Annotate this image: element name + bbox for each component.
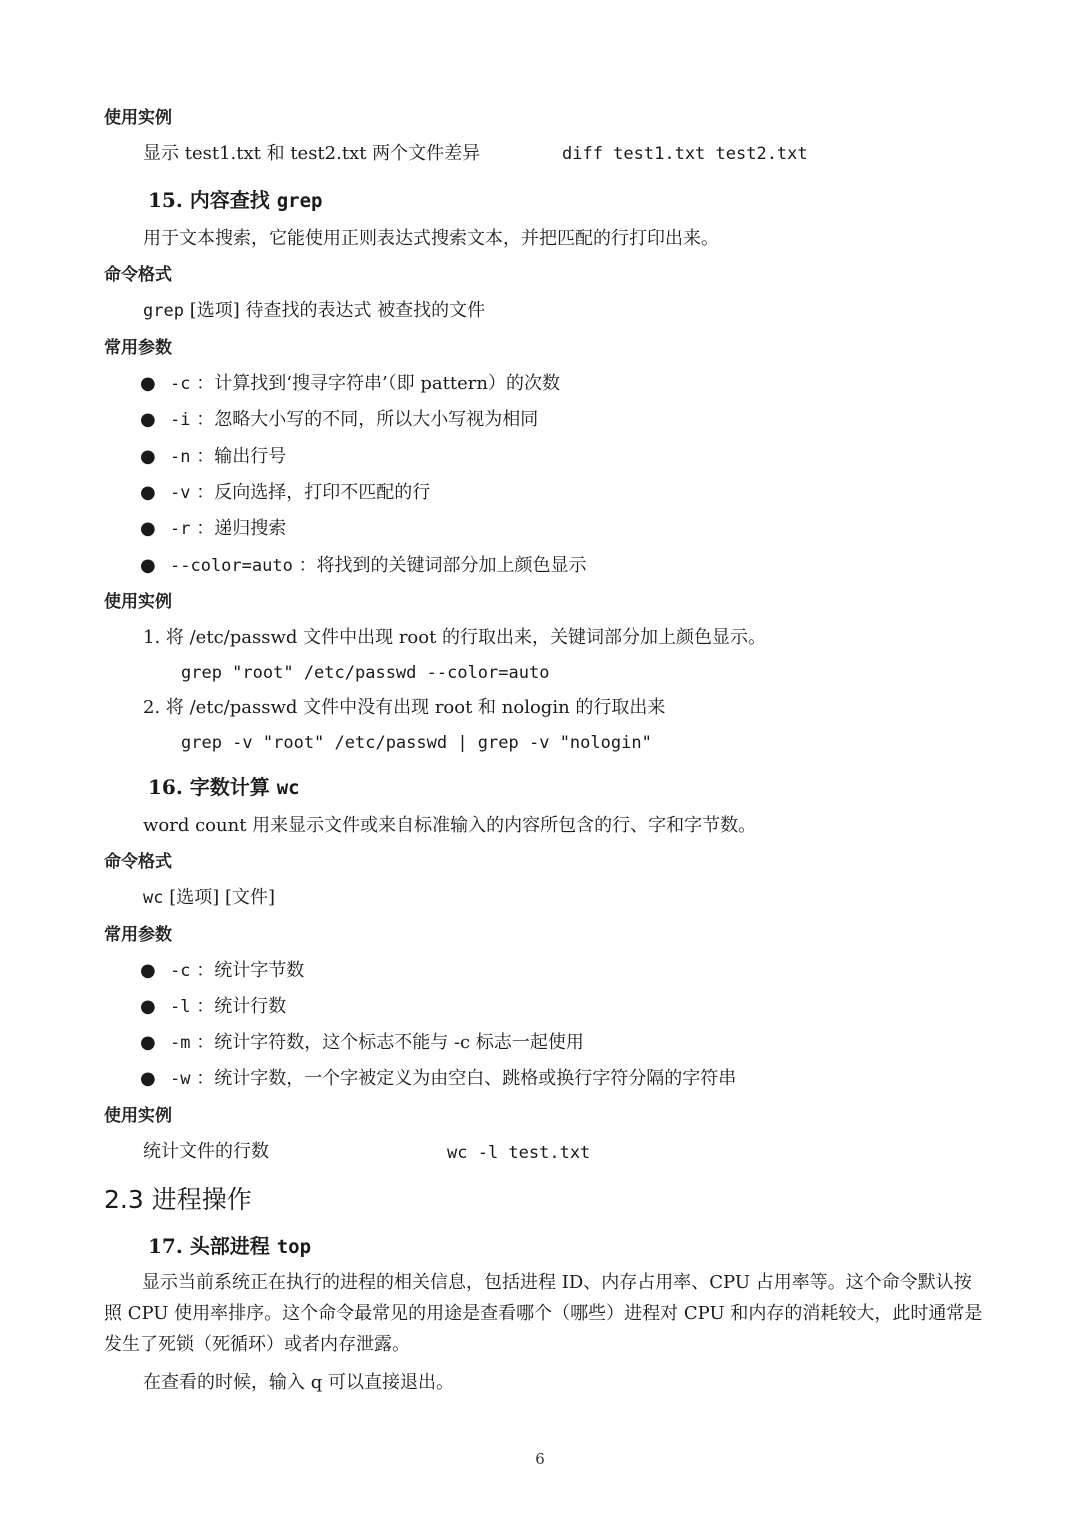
grep-param-desc: ：计算找到‘搜寻字符串’（即 pattern）的次数 — [196, 373, 560, 394]
wc-heading-title: 字数计算 — [189, 775, 270, 799]
top-heading — [148, 1234, 311, 1259]
grep-param: ● — [140, 446, 156, 467]
diff-example-desc: 显示 test1.txt 和 test2.txt 两个文件差异 — [143, 143, 481, 164]
section-title: 2.3 进程操作 — [104, 1185, 252, 1214]
wc-param-desc: ：统计字数，一个字被定义为由空白、跳格或换行字符分隔的字符串 — [196, 1068, 737, 1089]
grep-heading — [148, 188, 323, 213]
grep-param-opt: -i — [170, 410, 191, 430]
grep-param-row — [170, 408, 538, 432]
top-heading-title: 头部进程 — [189, 1234, 270, 1258]
grep-param-row — [170, 517, 286, 541]
grep-param-desc: ：将找到的关键词部分加上颜色显示 — [298, 555, 587, 576]
wc-format-label: 命令格式 — [104, 852, 172, 872]
grep-param: ● — [140, 373, 156, 394]
wc-param-opt: -l — [170, 997, 191, 1017]
top-heading-num: 17. — [148, 1234, 183, 1258]
top-desc: 显示当前系统正在执行的进程的相关信息，包括进程 ID、内存占用率、CPU 占用率等。这个命令默认按照 CPU 使用率排序。这个命令最常见的用途是查看哪个（哪些）进程对 CPU 和内存的消耗较大，此时通常是发生了死锁（死循环）或者内存泄露。 — [104, 1272, 983, 1355]
grep-param-opt: -n — [170, 447, 191, 467]
wc-examples-label: 使用实例 — [104, 1106, 172, 1126]
wc-param-opt: -c — [170, 961, 191, 981]
grep-param-desc: ：输出行号 — [196, 446, 287, 467]
grep-param: ● — [140, 555, 156, 576]
grep-heading-num: 15. — [148, 188, 183, 212]
wc-param-desc: ：统计字符数，这个标志不能与 -c 标志一起使用 — [196, 1032, 584, 1053]
grep-param-desc: ：递归搜索 — [196, 518, 287, 539]
grep-param: ● — [140, 518, 156, 539]
wc-format — [143, 886, 275, 910]
grep-examples-label: 使用实例 — [104, 592, 172, 612]
grep-format-cmd: grep — [143, 301, 184, 321]
wc-param: ● — [140, 960, 156, 981]
wc-param-desc: ：统计字节数 — [196, 960, 305, 981]
grep-param-desc: ：反向选择，打印不匹配的行 — [196, 482, 431, 503]
grep-param-opt: -r — [170, 519, 191, 539]
grep-format-rest: [选项] 待查找的表达式 被查找的文件 — [189, 300, 486, 321]
grep-param-opt: --color=auto — [170, 556, 293, 576]
grep-example-cmd: grep -v "root" /etc/passwd | grep -v "nologin" — [181, 733, 652, 753]
grep-example-text: 2. 将 /etc/passwd 文件中没有出现 root 和 nologin 的行取出来 — [143, 697, 666, 718]
wc-param-row — [170, 1031, 584, 1055]
grep-param: ● — [140, 482, 156, 503]
grep-param-row — [170, 481, 430, 505]
wc-heading-kw: wc — [276, 777, 300, 799]
wc-param: ● — [140, 1032, 156, 1053]
grep-example-text: 1. 将 /etc/passwd 文件中出现 root 的行取出来，关键词部分加上颜色显示。 — [143, 627, 767, 648]
wc-param: ● — [140, 996, 156, 1017]
wc-params-label: 常用参数 — [104, 925, 172, 945]
grep-param-row — [170, 372, 560, 396]
wc-param: ● — [140, 1068, 156, 1089]
wc-heading — [148, 775, 300, 800]
wc-param-opt: -m — [170, 1033, 191, 1053]
wc-param-row — [170, 1067, 736, 1091]
wc-param-row — [170, 995, 286, 1019]
grep-param-opt: -v — [170, 483, 191, 503]
grep-heading-kw: grep — [276, 190, 323, 212]
diff-example-label: 使用实例 — [104, 108, 172, 128]
grep-param-opt: -c — [170, 374, 191, 394]
grep-example-cmd: grep "root" /etc/passwd --color=auto — [181, 663, 550, 683]
wc-desc: word count 用来显示文件或来自标准输入的内容所包含的行、字和字节数。 — [143, 815, 757, 836]
wc-example-desc: 统计文件的行数 — [143, 1141, 269, 1162]
wc-example-cmd: wc -l test.txt — [447, 1143, 591, 1163]
top-heading-kw: top — [276, 1236, 312, 1258]
grep-format-label: 命令格式 — [104, 265, 172, 285]
grep-param-row — [170, 554, 587, 578]
wc-param-row — [170, 959, 304, 983]
wc-heading-num: 16. — [148, 775, 183, 799]
page-number: 6 — [535, 1450, 545, 1468]
grep-params-label: 常用参数 — [104, 338, 172, 358]
top-note: 在查看的时候，输入 q 可以直接退出。 — [143, 1372, 454, 1393]
wc-param-opt: -w — [170, 1069, 191, 1089]
wc-format-cmd: wc — [143, 888, 164, 908]
grep-param-row — [170, 445, 286, 469]
grep-format — [143, 299, 485, 323]
grep-param: ● — [140, 409, 156, 430]
diff-example-cmd: diff test1.txt test2.txt — [562, 144, 808, 164]
wc-format-rest: [选项] [文件] — [169, 887, 276, 908]
grep-heading-title: 内容查找 — [189, 188, 270, 212]
grep-param-desc: ：忽略大小写的不同，所以大小写视为相同 — [196, 409, 539, 430]
grep-desc: 用于文本搜索，它能使用正则表达式搜索文本，并把匹配的行打印出来。 — [143, 228, 719, 249]
wc-param-desc: ：统计行数 — [196, 996, 287, 1017]
